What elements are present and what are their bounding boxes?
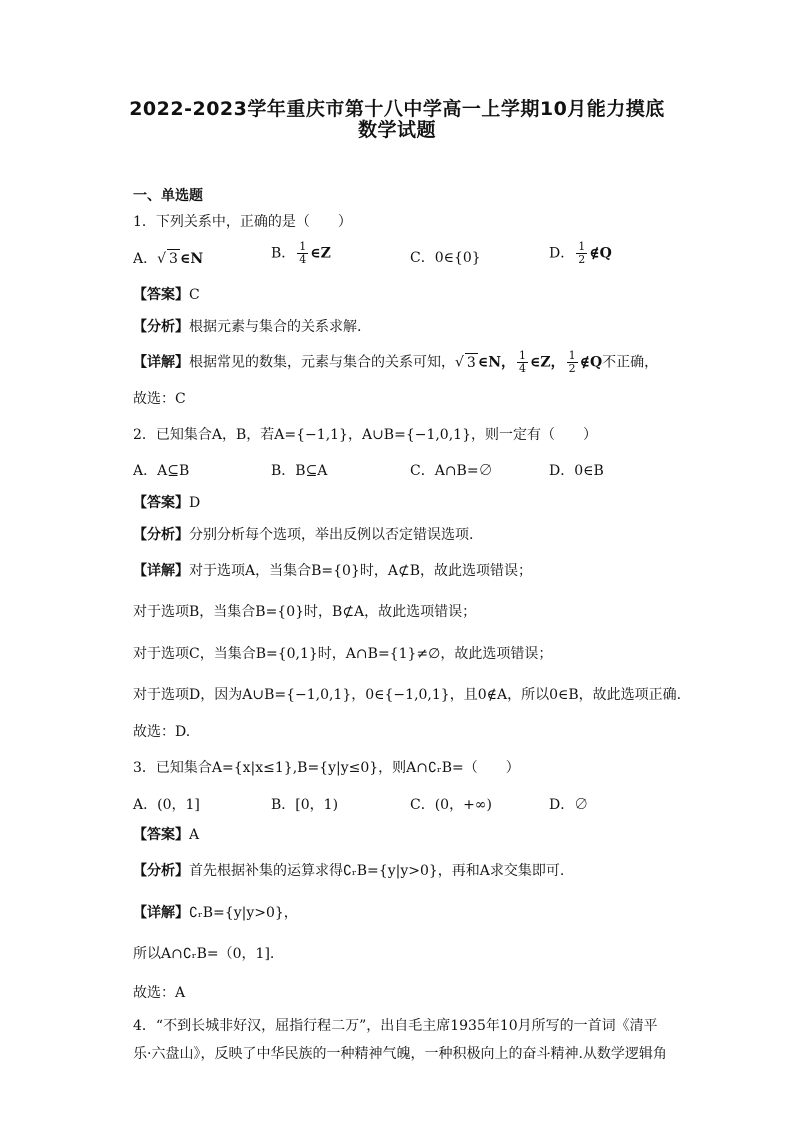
q1-analysis: 【分析】根据元素与集合的关系求解.: [133, 319, 362, 335]
q3-stem: 3．已知集合A={x|x≤1},B={y|y≤0}，则A∩∁ᵣB=（ ）: [133, 760, 520, 776]
q4-stem-line-2: 乐·六盘山》，反映了中华民族的一种精神气魄，一种积极向上的奋斗精神.从数学逻辑角: [133, 1046, 667, 1062]
document-title: 2022-2023学年重庆市第十八中学高一上学期10月能力摸底: [129, 98, 665, 120]
q3-conclusion: 故选：A: [133, 985, 186, 1001]
fraction: $\frac{1}{4}$: [299, 240, 307, 266]
q3-option-c: C．(0，+∞): [410, 797, 492, 813]
q1-option-c: C．0∈{0}: [410, 250, 481, 266]
q1-option-d: D． $\frac{1}{2}$ ∉Q: [549, 240, 612, 266]
q4-stem-line-1: 4．“不到长城非好汉，屈指行程二万”，出自毛主席1935年10月所写的一首词《清平: [133, 1018, 658, 1034]
q2-option-d: D．0∈B: [549, 463, 604, 479]
q3-analysis: 【分析】首先根据补集的运算求得∁ᵣB={y|y>0}，再和A求交集即可.: [133, 863, 565, 879]
q1-conclusion: 故选：C: [133, 391, 186, 407]
q1-option-a: A．√ 3 ∈N: [133, 251, 204, 267]
q3-option-d: D．∅: [549, 797, 589, 813]
q2-analysis: 【分析】分别分析每个选项，举出反例以否定错误选项.: [133, 527, 474, 543]
q2-detail-2: 对于选项B，当集合B={0}时，B⊄A，故此选项错误；: [133, 604, 477, 620]
fraction: $\frac{1}{2}$: [578, 240, 586, 266]
q2-detail-3: 对于选项C，当集合B={0,1}时，A∩B={1}≠∅，故此选项错误；: [133, 646, 553, 662]
q2-option-a: A．A⊆B: [133, 463, 190, 479]
q2-detail-1: 【详解】对于选项A，当集合B={0}时，A⊄B，故此选项错误；: [133, 563, 532, 579]
q2-stem: 2．已知集合A，B，若A={−1,1}，A∪B={−1,0,1}，则一定有（ ）: [133, 427, 597, 443]
document-subtitle: 数学试题: [357, 119, 436, 141]
q3-answer: 【答案】A: [133, 827, 200, 843]
q2-option-c: C．A∩B=∅: [410, 463, 493, 479]
q1-detail: 【详解】根据常见的数集，元素与集合的关系可知，√ 3 ∈N， $\frac{1}{4}$ ∈Z， $\frac{1}{2}$ ∉Q不正确，: [133, 349, 659, 375]
section-heading: 一、单选题: [133, 188, 203, 204]
q1-answer: 【答案】C: [133, 287, 200, 303]
q2-option-b: B．B⊆A: [271, 463, 328, 479]
q3-detail-2: 所以A∩∁ᵣB=（0，1].: [133, 946, 275, 962]
q2-answer: 【答案】D: [133, 495, 201, 511]
q1-stem: 1．下列关系中，正确的是（ ）: [133, 214, 352, 230]
q3-option-a: A．(0，1]: [133, 797, 200, 813]
q2-conclusion: 故选：D.: [133, 724, 191, 740]
q3-detail-1: 【详解】∁ᵣB={y|y>0}，: [133, 905, 298, 921]
q3-option-b: B．[0，1): [271, 797, 339, 813]
q2-detail-4: 对于选项D，因为A∪B={−1,0,1}，0∈{−1,0,1}，且0∉A，所以0∈B，故此选项正确.: [133, 687, 682, 703]
q1-option-b: B． $\frac{1}{4}$ ∈Z: [271, 240, 331, 266]
